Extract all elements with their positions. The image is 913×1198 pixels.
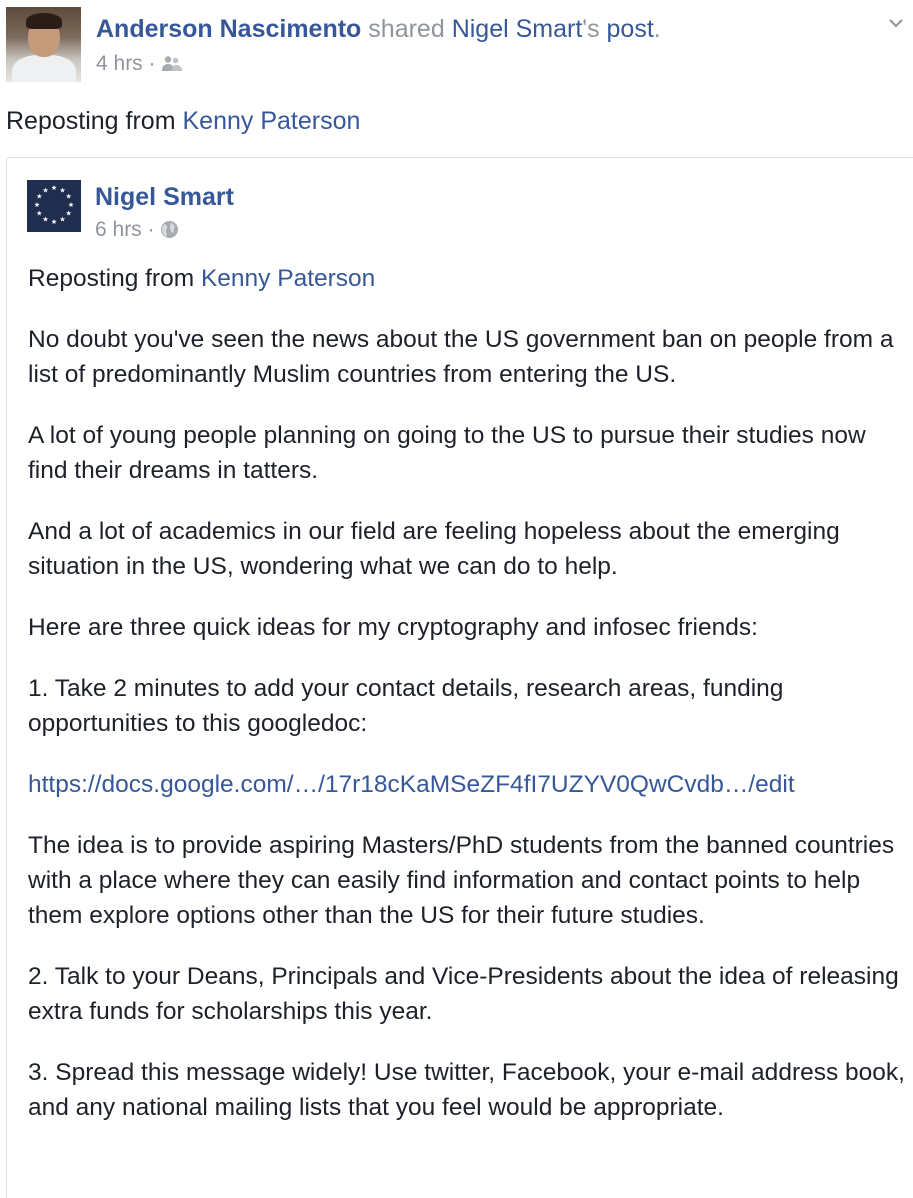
- paragraph-young-people: A lot of young people planning on going to the US to pursue their studies now find their dreams in tatters.: [28, 422, 866, 484]
- svg-text:★: ★: [33, 201, 41, 209]
- paragraph-idea-explanation: The idea is to provide aspiring Masters/PhD students from the banned countries with a place where they can easily find information and contact points to help them explore options other than the US for their future studies.: [28, 832, 895, 929]
- possessive-label: 's: [582, 15, 600, 43]
- svg-text:★: ★: [36, 192, 43, 201]
- paragraph-ideas: Here are three quick ideas for my cryptography and infosec friends:: [28, 614, 758, 641]
- globe-icon[interactable]: [160, 218, 179, 241]
- shared-post-body: [28, 261, 908, 1151]
- post-headline: [96, 14, 661, 44]
- reposting-label: Reposting from: [6, 107, 176, 135]
- svg-text:★: ★: [50, 218, 58, 226]
- intro-paragraph: [28, 261, 908, 296]
- outer-post-text: [6, 106, 360, 136]
- shared-owner-link[interactable]: Nigel Smart: [451, 15, 583, 43]
- paragraph-academics: And a lot of academics in our field are feeling hopeless about the emerging situation in the US, wondering what we can do to help.: [28, 518, 840, 580]
- eu-stars-icon: [27, 180, 81, 232]
- chevron-down-icon[interactable]: [886, 13, 906, 33]
- avatar[interactable]: [6, 7, 81, 82]
- svg-text:★: ★: [59, 215, 66, 224]
- intro-label: Reposting from: [28, 265, 195, 292]
- paragraph-idea-3: 3. Spread this message widely! Use twitter, Facebook, your e-mail address book, and any national mailing lists that you feel would be appropriate.: [28, 1059, 905, 1121]
- shared-author-link[interactable]: Nigel Smart: [95, 183, 234, 211]
- svg-text:★: ★: [59, 186, 66, 195]
- intro-kenny-paterson-link[interactable]: Kenny Paterson: [200, 265, 376, 292]
- meta-separator: ·: [147, 218, 155, 241]
- svg-text:★: ★: [42, 215, 49, 224]
- svg-text:★: ★: [36, 209, 43, 218]
- googledoc-paragraph: [28, 767, 908, 802]
- post-meta: [96, 51, 183, 77]
- shared-timestamp-link[interactable]: 6 hrs: [95, 218, 142, 241]
- paragraph-news: No doubt you've seen the news about the US government ban on people from a list of predominantly Muslim countries from entering the US.: [28, 326, 894, 388]
- svg-text:★: ★: [42, 186, 49, 195]
- shared-label: shared: [368, 15, 445, 43]
- post-link[interactable]: post: [606, 15, 654, 43]
- svg-text:★: ★: [50, 184, 58, 192]
- paragraph-idea-2: 2. Talk to your Deans, Principals and Vice-Presidents about the idea of releasing extra funds for scholarships this year.: [28, 963, 899, 1025]
- googledoc-link[interactable]: https://docs.google.com/…/17r18cKaMSeZF4fI7UZYV0QwCvdb…/edit: [28, 771, 795, 798]
- friends-icon[interactable]: [161, 52, 183, 75]
- period-label: .: [653, 15, 661, 43]
- outer-post-header: [6, 7, 906, 87]
- svg-text:★: ★: [65, 192, 72, 201]
- svg-text:★: ★: [67, 201, 75, 209]
- timestamp-link[interactable]: 4 hrs: [96, 52, 143, 75]
- shared-post-meta: [95, 217, 179, 243]
- author-name-link[interactable]: Anderson Nascimento: [96, 15, 362, 43]
- svg-text:★: ★: [65, 209, 72, 218]
- paragraph-idea-1: 1. Take 2 minutes to add your contact details, research areas, funding opportunities to this googledoc:: [28, 675, 784, 737]
- shared-post-card: [6, 157, 913, 1198]
- eu-flag-avatar[interactable]: [27, 180, 81, 232]
- meta-separator: ·: [148, 52, 156, 75]
- kenny-paterson-link[interactable]: Kenny Paterson: [182, 107, 361, 135]
